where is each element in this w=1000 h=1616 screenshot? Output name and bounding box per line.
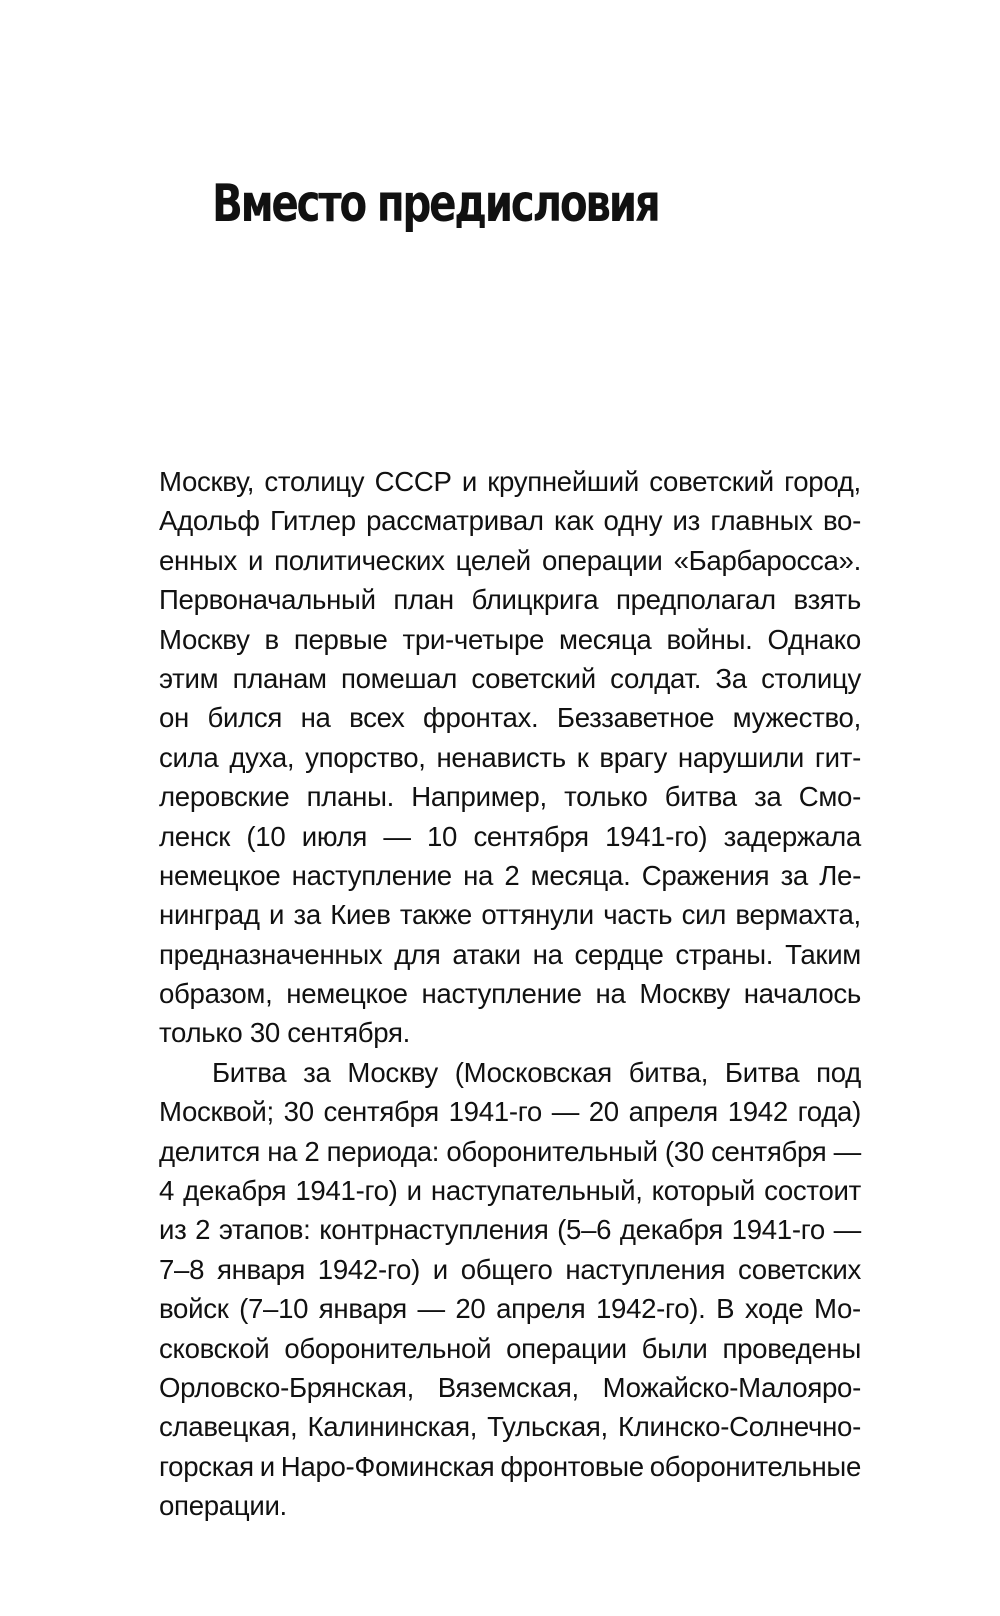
text-line: нинград и за Киев также оттянули часть сил вермахта, [159,899,861,931]
text-line: Москву, столицу СССР и крупнейший советский город, [159,466,861,497]
text-line: Адольф Гитлер рассматривал как одну из главных во- [159,505,861,537]
text-line: Москвой; 30 сентября 1941-го — 20 апреля 1942 года) [159,1096,861,1128]
text-line: Битва за Москву (Московская битва, Битва под [212,1056,861,1088]
text-line: операции. [159,1490,287,1522]
text-line: только 30 сентября. [159,1017,411,1049]
text-line: делится на 2 периода: оборонительный (30 сентября — [159,1135,861,1167]
text-line: 7–8 января 1942-го) и общего наступления советских [159,1253,861,1285]
text-line: сила духа, упорство, ненависть к врагу нарушили гит- [159,741,861,773]
text-line: немецкое наступление на 2 месяца. Сражения за Ле- [159,859,861,891]
text-line: 4 декабря 1941-го) и наступательный, который состоит [159,1175,861,1207]
text-line: этим планам помешал советский солдат. За столицу [159,662,861,694]
paragraph [159,462,861,1053]
text-line: енных и политических целей операции «Барбаросса». [159,544,861,576]
text-line: войск (7–10 января — 20 апреля 1942-го). В ходе Мо- [159,1293,861,1325]
text-line: леровские планы. Например, только битва за Смо- [159,781,861,813]
text-line: он бился на всех фронтах. Беззаветное мужество, [159,702,861,734]
text-line: из 2 этапов: контрнаступления (5–6 декабря 1941-го — [159,1214,861,1246]
text-line: горская и Наро-Фоминская фронтовые оборонительные [159,1450,861,1482]
text-line: ленск (10 июля — 10 сентября 1941-го) задержала [159,820,861,852]
text-line: Орловско-Брянская, Вяземская, Можайско-Малояро- [159,1371,861,1403]
text-line: сковской оборонительной операции были проведены [159,1332,861,1364]
body-text [159,462,861,1526]
paragraph [159,1053,861,1526]
text-line: образом, немецкое наступление на Москву началось [159,978,861,1010]
text-line: Первоначальный план блицкрига предполагал взять [159,584,861,616]
text-line: славецкая, Калининская, Тульская, Клинско-Солнечно- [159,1411,861,1443]
chapter-title: Вместо предисловия [212,174,659,234]
text-line: Москву в первые три-четыре месяца войны. Однако [159,623,861,655]
text-line: предназначенных для атаки на сердце страны. Таким [159,938,861,970]
